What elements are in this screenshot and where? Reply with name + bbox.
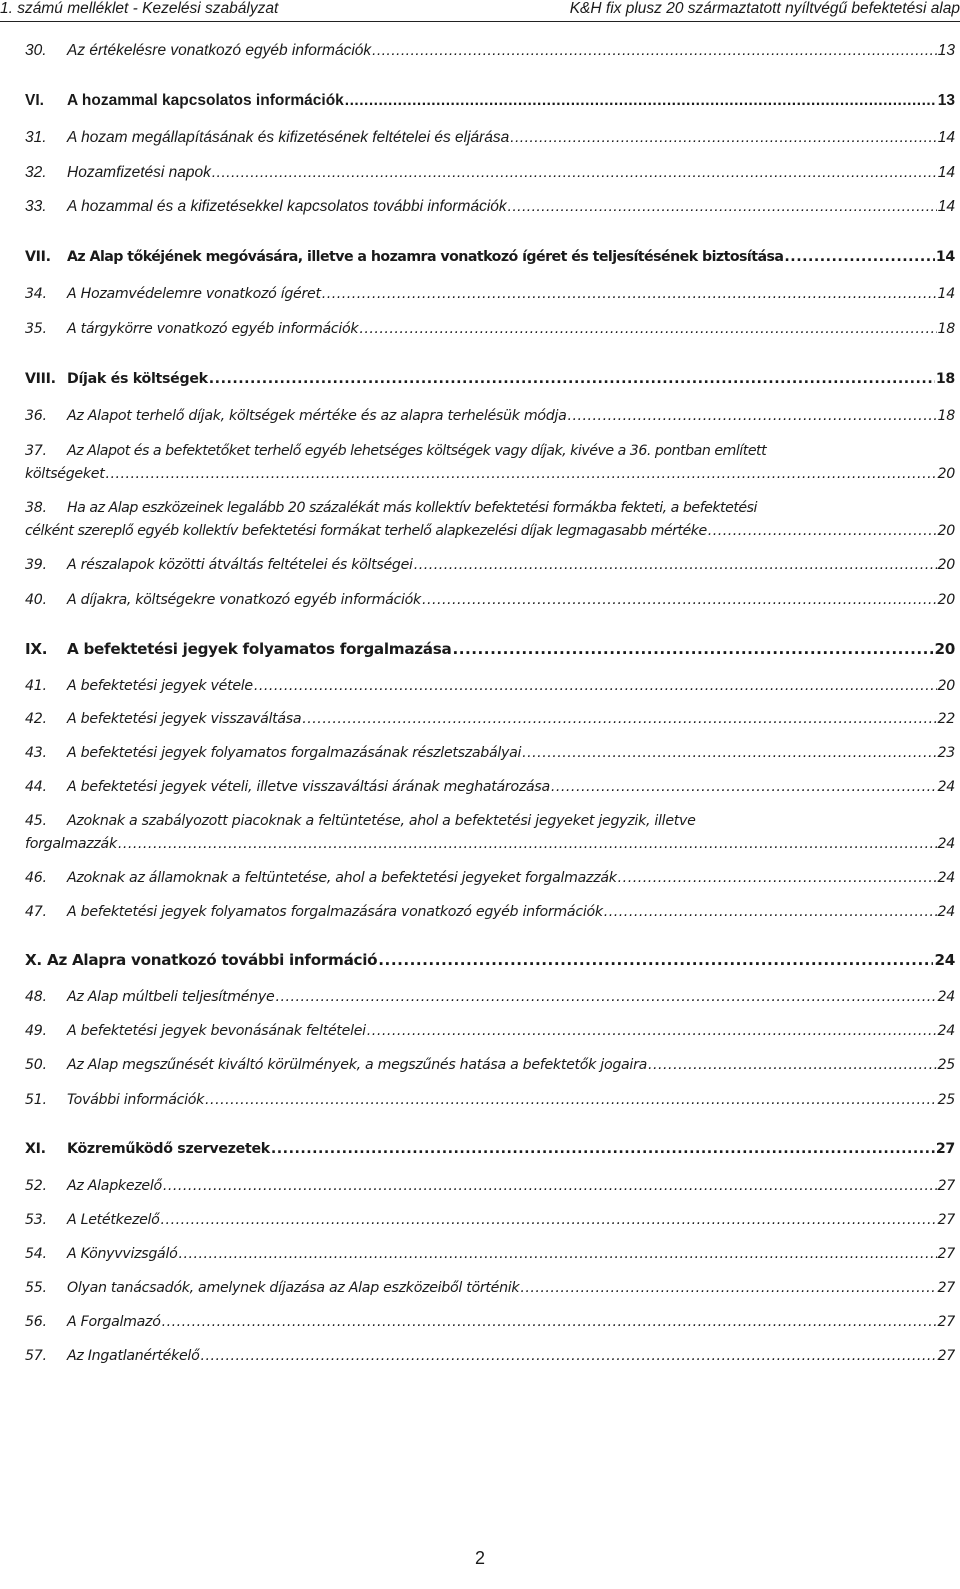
toc-section-ix[interactable]: [25, 640, 955, 662]
toc-section-title: Díjak és költségek: [67, 371, 208, 387]
toc-entry-number: 36.: [25, 408, 47, 424]
toc-entry-page: 18: [937, 408, 955, 424]
toc-entry-page: 24: [937, 870, 955, 886]
toc-entry-50[interactable]: [25, 1057, 955, 1079]
toc-leader-dots: [200, 1348, 936, 1364]
toc-section-x[interactable]: [25, 951, 955, 973]
toc-entry-page: 14: [937, 286, 955, 302]
toc-section-title: A hozammal kapcsolatos információk: [67, 92, 344, 109]
toc-entry-page: 14: [937, 129, 955, 146]
toc-entry-30[interactable]: [25, 42, 955, 64]
toc-entry-number: 38.: [25, 500, 47, 516]
toc-entry-title: A Könyvvizsgáló: [67, 1246, 178, 1262]
toc-section-page: 18: [935, 371, 955, 387]
toc-entry-45-continued[interactable]: [25, 836, 955, 858]
toc-entry-page: 20: [937, 592, 955, 608]
toc-entry-51[interactable]: [25, 1092, 955, 1114]
toc-entry-56[interactable]: [25, 1314, 955, 1336]
toc-entry-page: 27: [937, 1212, 955, 1228]
toc-entry-title-continued: célként szereplő egyéb kollektív befektetési formákat terhelő alapkezelési díjak legmagasabb mértéke: [25, 523, 707, 539]
toc-entry-page: 20: [937, 466, 955, 482]
toc-leader-dots: [648, 1057, 937, 1073]
toc-entry-44[interactable]: [25, 779, 955, 801]
toc-entry-title: A hozammal és a kifizetésekkel kapcsolatos további információk: [67, 198, 507, 215]
toc-entry-page: 25: [937, 1057, 955, 1073]
page-number: 2: [474, 1548, 485, 1568]
toc-entry-page: 27: [937, 1348, 955, 1364]
toc-entry-title: Ha az Alap eszközeinek legalább 20 százalékát más kollektív befektetési formákba fekteti, a befektetési: [67, 500, 757, 516]
toc-entry-title: Azoknak az államoknak a feltüntetése, ahol a befektetési jegyeket forgalmazzák: [67, 870, 617, 886]
toc-entry-number: 34.: [25, 286, 47, 302]
toc-leader-dots: [212, 164, 937, 182]
toc-section-page: 20: [934, 640, 955, 658]
toc-entry-title: Az Alapot és a befektetőket terhelő egyéb lehetséges költségek vagy díjak, kivéve a 36. pontban említett: [67, 443, 767, 459]
toc-entry-number: 47.: [25, 904, 47, 920]
toc-entry-page: 20: [937, 678, 955, 694]
toc-entry-number: 32.: [25, 164, 47, 181]
toc-entry-37-continued[interactable]: [25, 466, 955, 488]
toc-entry-number: 46.: [25, 870, 47, 886]
toc-section-title: A befektetési jegyek folyamatos forgalmazása: [67, 640, 452, 658]
toc-entry-55[interactable]: [25, 1280, 955, 1302]
toc-entry-36[interactable]: [25, 408, 955, 430]
toc-entry-page: 27: [937, 1246, 955, 1262]
toc-entry-title: A Forgalmazó: [67, 1314, 161, 1330]
toc-section-vi[interactable]: [25, 92, 955, 114]
toc-entry-number: 50.: [25, 1057, 47, 1073]
toc-entry-31[interactable]: [25, 129, 955, 151]
toc-section-viii[interactable]: [25, 371, 955, 393]
toc-entry-page: 24: [937, 779, 955, 795]
toc-entry-35[interactable]: [25, 321, 955, 343]
toc-leader-dots: [162, 1314, 937, 1330]
toc-entry-46[interactable]: [25, 870, 955, 892]
toc-entry-number: 57.: [25, 1348, 47, 1364]
toc-entry-48[interactable]: [25, 989, 955, 1011]
toc-entry-34[interactable]: [25, 286, 955, 308]
toc-section-xi[interactable]: [25, 1141, 955, 1163]
toc-entry-title: Az Alapkezelő: [67, 1178, 162, 1194]
toc-entry-40[interactable]: [25, 592, 955, 614]
toc-entry-number: 33.: [25, 198, 47, 215]
toc-entry-number: 53.: [25, 1212, 47, 1228]
toc-entry-number: 31.: [25, 129, 47, 146]
toc-leader-dots: [209, 371, 935, 387]
toc-entry-42[interactable]: [25, 711, 955, 733]
toc-section-title: Az Alap tőkéjének megóvására, illetve a hozamra vonatkozó ígéret és teljesítésének biztosítása: [67, 249, 784, 265]
header-right-text: K&H fix plusz 20 származtatott nyíltvégű befektetési alap: [569, 0, 960, 17]
header-left-text: 1. számú melléklet - Kezelési szabályzat: [0, 0, 279, 17]
header-rule: [0, 21, 960, 22]
toc-entry-number: 51.: [25, 1092, 47, 1108]
toc-leader-dots: [163, 1178, 937, 1194]
toc-entry-page: 24: [937, 904, 955, 920]
toc-entry-title: Az értékelésre vonatkozó egyéb információk: [67, 42, 372, 59]
toc-entry-title: A befektetési jegyek bevonásának feltételei: [67, 1023, 366, 1039]
toc-entry-title: Azoknak a szabályozott piacoknak a feltüntetése, ahol a befektetési jegyeket jegyzik, illetve: [67, 813, 696, 829]
toc-entry-page: 14: [937, 198, 955, 215]
toc-entry-number: 49.: [25, 1023, 47, 1039]
toc-entry-title: További információk: [67, 1092, 205, 1108]
page-header: [0, 0, 960, 20]
toc-entry-number: 48.: [25, 989, 47, 1005]
toc-entry-page: 24: [937, 1023, 955, 1039]
toc-entry-number: 52.: [25, 1178, 47, 1194]
toc-leader-dots: [508, 198, 937, 216]
toc-entry-39[interactable]: [25, 557, 955, 579]
toc-entry-number: 39.: [25, 557, 47, 573]
toc-leader-dots: [118, 836, 937, 852]
toc-entry-41[interactable]: [25, 678, 955, 700]
toc-entry-title: A befektetési jegyek vételi, illetve visszaváltási árának meghatározása: [67, 779, 550, 795]
toc-entry-page: 18: [937, 321, 955, 337]
toc-leader-dots: [372, 42, 937, 60]
toc-entry-title: Olyan tanácsadók, amelynek díjazása az Alap eszközeiből történik: [67, 1280, 520, 1296]
toc-entry-32[interactable]: [25, 164, 955, 186]
toc-entry-33[interactable]: [25, 198, 955, 220]
toc-section-page: 14: [935, 249, 955, 265]
toc-leader-dots: [271, 1141, 935, 1157]
toc-entry-title: A befektetési jegyek folyamatos forgalmazásának részletszabályai: [67, 745, 522, 761]
toc-section-title: Az Alapra vonatkozó további információ: [47, 951, 378, 969]
toc-section-title: Közreműködő szervezetek: [67, 1141, 270, 1157]
toc-entry-page: 13: [937, 42, 955, 59]
toc-entry-number: 40.: [25, 592, 47, 608]
toc-section-number: VI.: [25, 92, 44, 109]
toc-section-vii[interactable]: [25, 249, 955, 271]
toc-entry-page: 23: [937, 745, 955, 761]
toc-entry-53[interactable]: [25, 1212, 955, 1234]
toc-entry-title: A befektetési jegyek vétele: [67, 678, 253, 694]
toc-leader-dots: [522, 745, 936, 761]
toc-entry-title-continued: forgalmazzák: [25, 836, 117, 852]
toc-entry-page: 20: [937, 557, 955, 573]
toc-leader-dots: [161, 1212, 937, 1228]
toc-section-number: VII.: [25, 249, 51, 265]
toc-leader-dots: [254, 678, 937, 694]
toc-entry-page: 24: [937, 989, 955, 1005]
toc-entry-title: A Hozamvédelemre vonatkozó ígéret: [67, 286, 321, 302]
toc-entry-title: Hozamfizetési napok: [67, 164, 211, 181]
toc-entry-38-continued[interactable]: [25, 523, 955, 545]
toc-leader-dots: [414, 557, 937, 573]
toc-entry-title: Az Alap megszűnését kiváltó körülmények, a megszűnés hatása a befektetők jogaira: [67, 1057, 648, 1073]
toc-entry-page: 25: [937, 1092, 955, 1108]
toc-entry-52[interactable]: [25, 1178, 955, 1200]
toc-entry-number: 42.: [25, 711, 47, 727]
toc-section-number: VIII.: [25, 371, 56, 387]
toc-entry-49[interactable]: [25, 1023, 955, 1045]
toc-entry-title: Az Alapot terhelő díjak, költségek mértéke és az alapra terhelésük módja: [67, 408, 567, 424]
toc-leader-dots: [275, 989, 936, 1005]
toc-entry-number: 55.: [25, 1280, 47, 1296]
toc-entry-57[interactable]: [25, 1348, 955, 1370]
toc-entry-number: 37.: [25, 443, 47, 459]
toc-entry-number: 41.: [25, 678, 47, 694]
toc-entry-page: 27: [937, 1178, 955, 1194]
toc-entry-title: Az Alap múltbeli teljesítménye: [67, 989, 275, 1005]
toc-entry-43[interactable]: [25, 745, 955, 767]
toc-entry-page: 22: [937, 711, 955, 727]
toc-entry-number: 54.: [25, 1246, 47, 1262]
toc-leader-dots: [784, 249, 934, 265]
toc-leader-dots: [604, 904, 937, 920]
toc-entry-38[interactable]: [25, 500, 955, 522]
toc-leader-dots: [367, 1023, 937, 1039]
toc-entry-page: 27: [937, 1314, 955, 1330]
toc-entry-title: Az Ingatlanértékelő: [67, 1348, 200, 1364]
toc-leader-dots: [345, 92, 937, 110]
toc-entry-number: 45.: [25, 813, 47, 829]
toc-leader-dots: [452, 640, 933, 658]
toc-section-page: 13: [937, 92, 955, 109]
toc-entry-page: 24: [937, 836, 955, 852]
toc-entry-title: A részalapok közötti átváltás feltételei és költségei: [67, 557, 413, 573]
toc-leader-dots: [422, 592, 937, 608]
toc-entry-number: 56.: [25, 1314, 47, 1330]
toc-leader-dots: [510, 129, 936, 147]
toc-entry-title: A befektetési jegyek folyamatos forgalmazására vonatkozó egyéb információk: [67, 904, 603, 920]
toc-entry-title: A díjakra, költségekre vonatkozó egyéb információk: [67, 592, 421, 608]
toc-entry-number: 43.: [25, 745, 47, 761]
toc-entry-number: 30.: [25, 42, 47, 59]
toc-entry-number: 44.: [25, 779, 47, 795]
toc-section-number: XI.: [25, 1141, 46, 1157]
toc-entry-title: A Letétkezelő: [67, 1212, 160, 1228]
toc-section-number: IX.: [25, 640, 48, 658]
toc-leader-dots: [322, 286, 937, 302]
toc-section-number: X.: [25, 951, 42, 969]
toc-entry-37[interactable]: [25, 443, 955, 465]
toc-leader-dots: [178, 1246, 936, 1262]
toc-leader-dots: [359, 321, 936, 337]
toc-leader-dots: [618, 870, 937, 886]
toc-entry-page: 14: [937, 164, 955, 181]
toc-entry-page: 27: [937, 1280, 955, 1296]
toc-leader-dots: [302, 711, 936, 727]
toc-section-page: 27: [935, 1141, 955, 1157]
toc-entry-title-continued: költségeket: [25, 466, 105, 482]
toc-entry-54[interactable]: [25, 1246, 955, 1268]
toc-leader-dots: [708, 523, 937, 539]
toc-entry-number: 35.: [25, 321, 47, 337]
toc-entry-title: A befektetési jegyek visszaváltása: [67, 711, 302, 727]
toc-leader-dots: [551, 779, 937, 795]
toc-entry-45[interactable]: [25, 813, 955, 835]
toc-leader-dots: [105, 466, 936, 482]
toc-entry-title: A tárgykörre vonatkozó egyéb információk: [67, 321, 359, 337]
toc-entry-page: 20: [937, 523, 955, 539]
toc-leader-dots: [378, 951, 933, 969]
toc-entry-47[interactable]: [25, 904, 955, 926]
toc-leader-dots: [520, 1280, 936, 1296]
toc-leader-dots: [205, 1092, 937, 1108]
toc-section-page: 24: [934, 951, 955, 969]
toc-entry-title: A hozam megállapításának és kifizetésének feltételei és eljárása: [67, 129, 510, 146]
toc-leader-dots: [568, 408, 937, 424]
